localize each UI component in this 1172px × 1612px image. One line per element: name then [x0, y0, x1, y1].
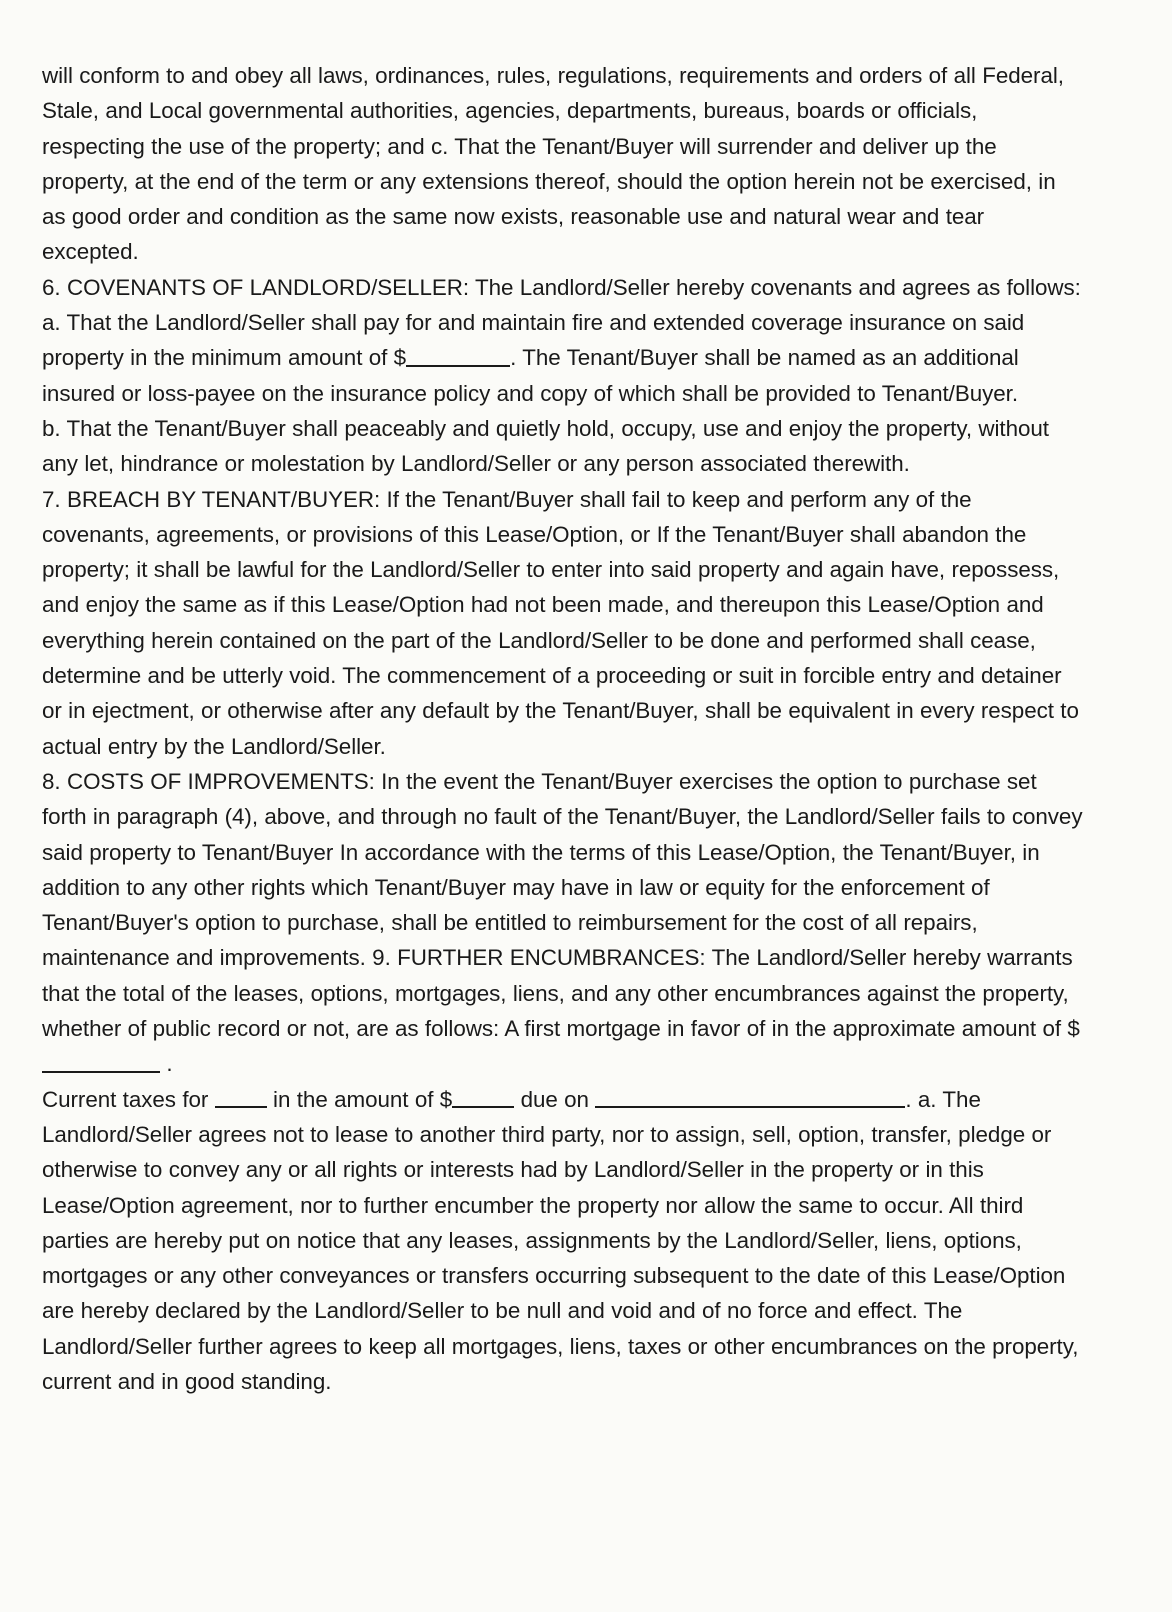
- insurance-amount-blank[interactable]: [406, 344, 510, 367]
- current-taxes-due-date-blank[interactable]: [595, 1085, 905, 1108]
- current-taxes-tail-text: . a. The: [905, 1086, 981, 1112]
- paragraph-section-6-covenants: [42, 270, 1084, 411]
- section-9-encumbrances-continuation-text: Landlord/Seller agrees not to lease to another third party, nor to assign, sell, option, transfer, pledge or otherwise to convey any or all rights or interests had by Landlord/Seller in the property or in this Lease/Option agreement, nor to further encumber the property nor allow the same to occur. All third parties are hereby put on notice that any leases, assignments by the Landlord/Seller, liens, options, mortgages or any other conveyances or transfers occurring subsequent to the date of this Lease/Option are hereby declared by the Landlord/Seller to be null and void and of no force and effect. The Landlord/Seller further agrees to keep all mortgages, liens, taxes or other encumbrances on the property, current and in good standing.: [42, 1121, 1079, 1394]
- paragraph-section-6-subsection-b: b. That the Tenant/Buyer shall peaceably and quietly hold, occupy, use and enjoy the property, without any let, hindrance or molestation by Landlord/Seller or any person associated therewith.: [42, 415, 1049, 477]
- document-body: [42, 58, 1084, 1399]
- section-8-text-after-mortgage-blank: .: [160, 1051, 173, 1077]
- section-6-text-after-blank: . The Tenant/Buyer shall be named as an additional insured or loss-payee on the insurance policy and copy of which shall be provided to Tenant/Buyer.: [42, 345, 1019, 406]
- current-taxes-due-text: due on: [514, 1086, 596, 1112]
- paragraph-section-5-continuation: will conform to and obey all laws, ordinances, rules, regulations, requirements and orders of all Federal, Stale, and Local governmental authorities, agencies, departments, bureaus, boards or officials, respecting the use of the property; and c. That the Tenant/Buyer will surrender and deliver up the property, at the end of the term or any extensions thereof, should the option herein not be exercised, in as good order and condition as the same now exists, reasonable use and natural wear and tear excepted.: [42, 63, 1064, 265]
- paragraph-section-7-breach-by-tenant-buyer: 7. BREACH BY TENANT/BUYER: If the Tenant/Buyer shall fail to keep and perform any of the covenants, agreements, or provisions of this Lease/Option, or If the Tenant/Buyer shall abandon the property; it shall be lawful for the Landlord/Seller to enter into said property and again have, repossess, and enjoy the same as if this Lease/Option had not been made, and thereupon this Lease/Option and everything herein contained on the part of the Landlord/Seller to be done and performed shall cease, determine and be utterly void. The commencement of a proceeding or suit in forcible entry and detainer or in ejectment, or otherwise after any default by the Tenant/Buyer, shall be equivalent in every respect to actual entry by the Landlord/Seller.: [42, 486, 1079, 759]
- first-mortgage-amount-blank[interactable]: [42, 1050, 160, 1073]
- paragraph-section-8-costs-of-improvements: [42, 764, 1084, 1399]
- current-taxes-amount-blank[interactable]: [452, 1085, 514, 1108]
- current-taxes-lead-text: Current taxes for: [42, 1086, 215, 1112]
- section-6-text-before-blank: 6. COVENANTS OF LANDLORD/SELLER: The Landlord/Seller hereby covenants and agrees as follows: a. That the Landlord/Seller shall pay for and maintain fire and extended coverage insurance on said property in the minimum amount of $: [42, 274, 1081, 371]
- current-taxes-mid-text: in the amount of $: [266, 1086, 453, 1112]
- section-8-text-before-mortgage-blank: 8. COSTS OF IMPROVEMENTS: In the event the Tenant/Buyer exercises the option to purchase set forth in paragraph (4), above, and through no fault of the Tenant/Buyer, the Landlord/Seller fails to convey said property to Tenant/Buyer In accordance with the terms of this Lease/Option, the Tenant/Buyer, in addition to any other rights which Tenant/Buyer may have in law or equity for the enforcement of Tenant/Buyer's option to purchase, shall be entitled to reimbursement for the cost of all repairs, maintenance and improvements. 9. FURTHER ENCUMBRANCES: The Landlord/Seller hereby warrants that the total of the leases, options, mortgages, liens, and any other encumbrances against the property, whether of public record or not, are as follows: A first mortgage in favor of in the approximate amount of $: [42, 768, 1083, 1042]
- current-taxes-year-blank[interactable]: [215, 1085, 267, 1108]
